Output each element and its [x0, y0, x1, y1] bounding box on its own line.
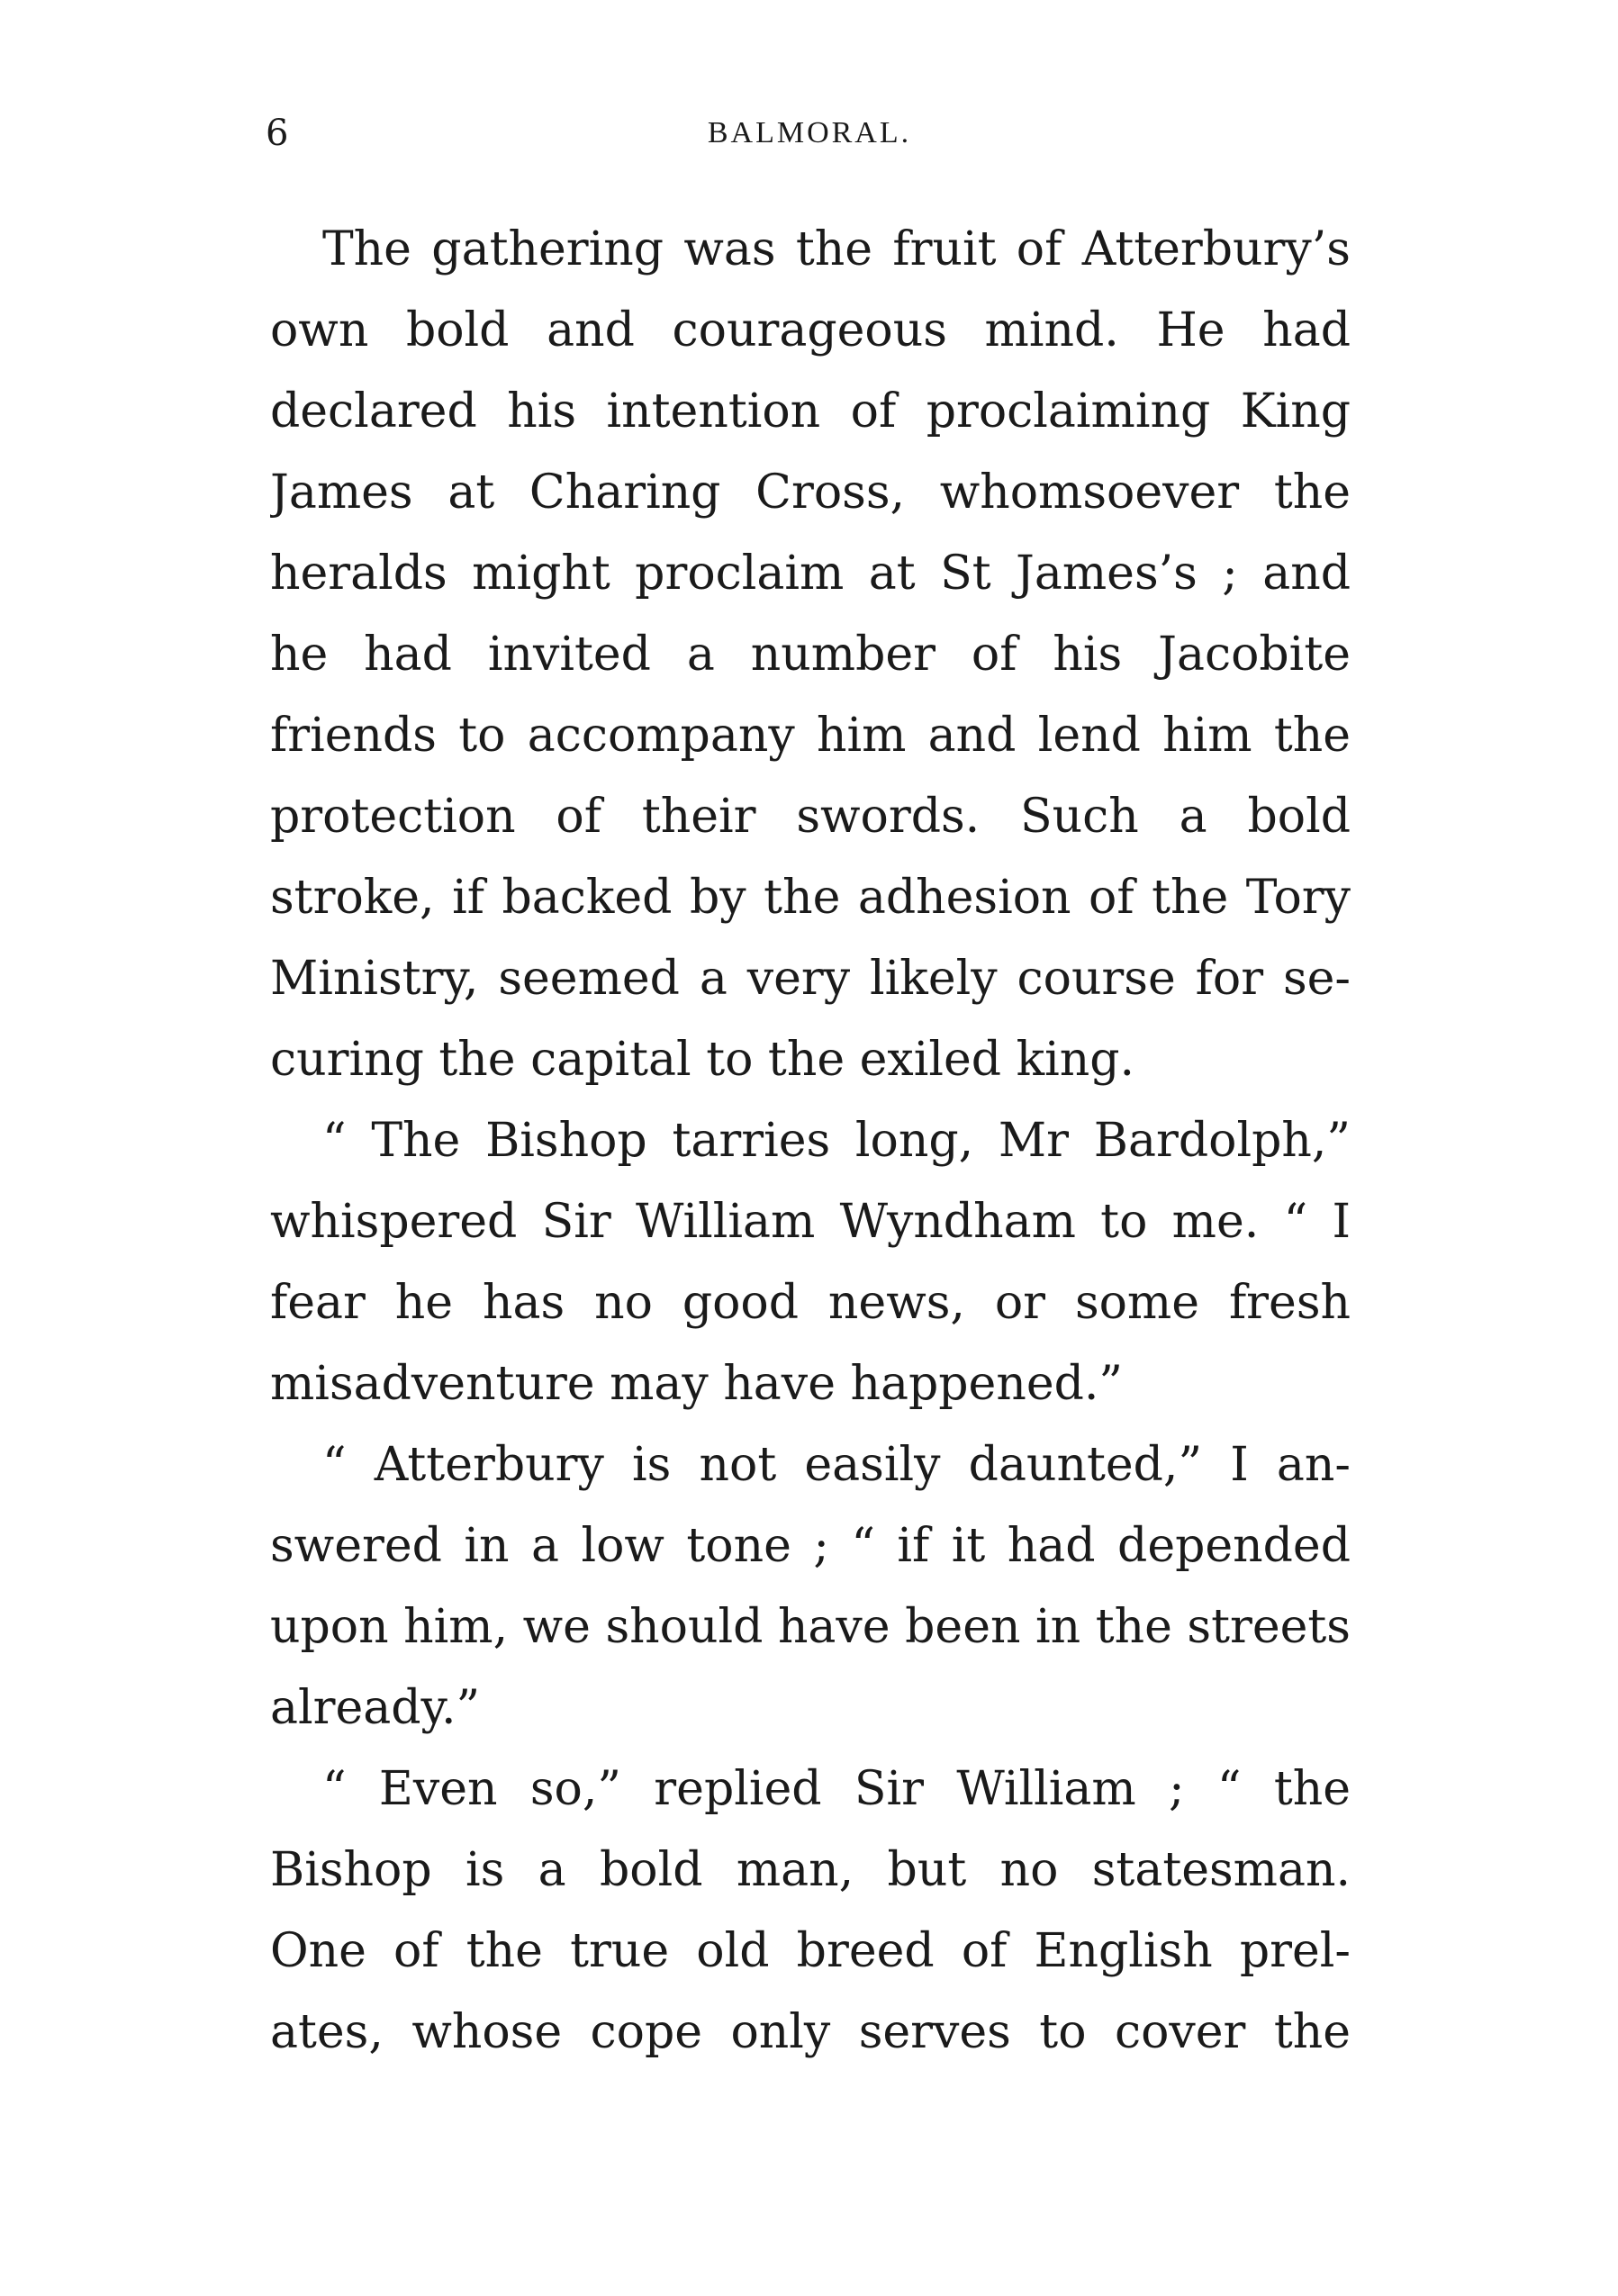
page-number: 6: [266, 113, 289, 154]
text-line: Ministry, seemed a very likely course for se-: [270, 952, 1351, 1006]
text-line: James at Charing Cross, whomsoever the: [270, 466, 1351, 520]
text-line: “ The Bishop tarries long, Mr Bardolph,”: [322, 1114, 1351, 1168]
text-line: friends to accompany him and lend him the: [270, 709, 1351, 763]
text-line: already.”: [270, 1681, 481, 1735]
text-line: he had invited a number of his Jacobite: [270, 628, 1351, 682]
text-line: own bold and courageous mind. He had: [270, 303, 1351, 357]
text-line: stroke, if backed by the adhesion of the Tory: [270, 871, 1351, 925]
text-line: whispered Sir William Wyndham to me. “ I: [270, 1195, 1351, 1249]
running-title: BALMORAL.: [707, 116, 912, 149]
body-text: [270, 209, 1351, 2073]
running-head: [266, 106, 1353, 160]
text-line: Bishop is a bold man, but no statesman.: [270, 1843, 1351, 1897]
text-line: The gathering was the fruit of Atterbury’s: [322, 222, 1351, 276]
text-line: protection of their swords. Such a bold: [270, 790, 1351, 844]
text-line: fear he has no good news, or some fresh: [270, 1276, 1351, 1330]
text-line: “ Atterbury is not easily daunted,” I an-: [322, 1438, 1351, 1492]
text-line: curing the capital to the exiled king.: [270, 1033, 1135, 1087]
text-line: upon him, we should have been in the streets: [270, 1600, 1351, 1654]
text-line: swered in a low tone ; “ if it had depended: [270, 1519, 1351, 1573]
text-line: One of the true old breed of English prel-: [270, 1924, 1351, 1978]
text-line: “ Even so,” replied Sir William ; “ the: [322, 1762, 1351, 1816]
text-line: declared his intention of proclaiming King: [270, 384, 1351, 438]
text-line: ates, whose cope only serves to cover the: [270, 2005, 1351, 2059]
text-line: heralds might proclaim at St James’s ; and: [270, 547, 1351, 601]
text-line: misadventure may have happened.”: [270, 1357, 1123, 1411]
